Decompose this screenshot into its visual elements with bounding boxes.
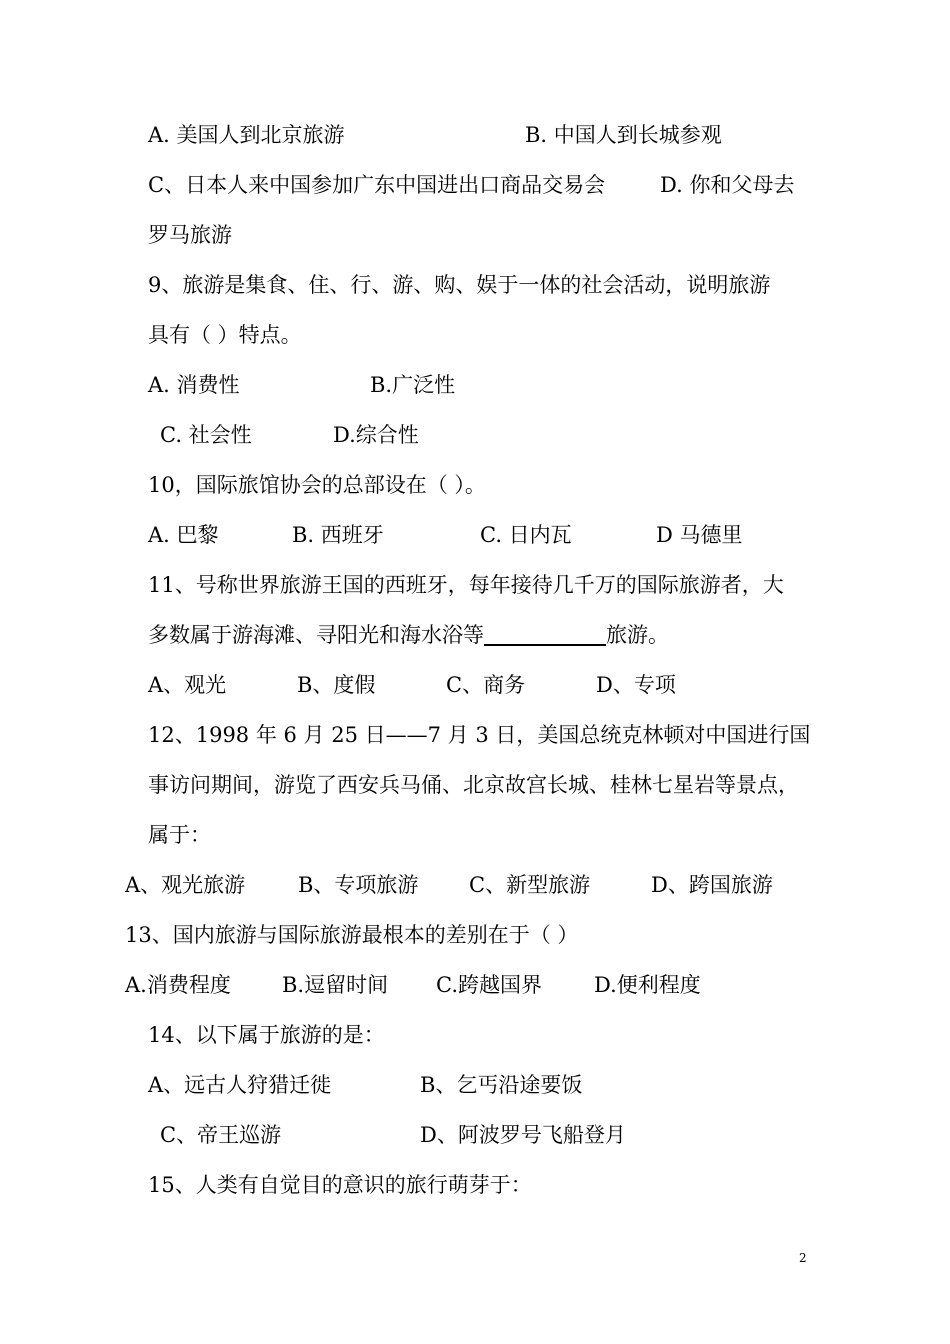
q10-text: 10，国际旅馆协会的总部设在（ ）。: [148, 473, 486, 497]
q10-option-a: A. 巴黎: [148, 523, 219, 547]
q12-option-a: A、观光旅游: [125, 873, 246, 897]
q11-text-cont: [148, 621, 669, 649]
q8-option-d-cont: 罗马旅游: [148, 223, 232, 247]
q11-text-after-blank: 旅游。: [606, 623, 669, 647]
q11-option-d: D、专项: [596, 673, 676, 697]
q9-option-a: A. 消费性: [148, 373, 240, 397]
q14-option-c: C、帝王巡游: [160, 1123, 282, 1147]
q12-text-cont: 事访问期间，游览了西安兵马俑、北京故宫长城、桂林七星岩等景点，: [148, 773, 799, 797]
q15-text: 15、人类有自觉目的意识的旅行萌芽于：: [148, 1173, 532, 1197]
q12-text-end: 属于：: [148, 823, 211, 847]
q11-option-a: A、观光: [148, 673, 227, 697]
q14-text: 14、以下属于旅游的是：: [148, 1023, 385, 1047]
q11-text: 11、号称世界旅游王国的西班牙，每年接待几千万的国际旅游者，大: [148, 573, 784, 597]
q13-option-b: B.逗留时间: [282, 973, 389, 997]
q12-option-c: C、新型旅游: [469, 873, 591, 897]
q8-option-d: D. 你和父母去: [660, 173, 795, 197]
q9-text-cont: 具有（ ）特点。: [148, 323, 302, 347]
q12-text: 12、1998 年 6 月 25 日——7 月 3 日，美国总统克林顿对中国进行国: [148, 723, 811, 747]
q8-option-b: B. 中国人到长城参观: [525, 123, 722, 147]
q12-option-b: B、专项旅游: [298, 873, 419, 897]
q13-option-a: A.消费程度: [125, 973, 231, 997]
q11-option-b: B、度假: [297, 673, 376, 697]
q10-option-b: B. 西班牙: [292, 523, 384, 547]
q14-option-d: D、阿波罗号飞船登月: [420, 1123, 626, 1147]
q14-option-a: A、远古人狩猎迁徙: [148, 1073, 332, 1097]
q13-option-d: D.便利程度: [594, 973, 701, 997]
q9-text: 9、旅游是集食、住、行、游、购、娱于一体的社会活动，说明旅游: [148, 273, 771, 297]
q11-option-c: C、商务: [446, 673, 526, 697]
page-number: 2: [799, 1251, 807, 1265]
q10-option-d: D 马德里: [656, 523, 743, 547]
q9-option-c: C. 社会性: [160, 423, 252, 447]
q13-text: 13、国内旅游与国际旅游最根本的差别在于（ ）: [125, 923, 579, 947]
answer-blank: [484, 622, 606, 646]
q13-option-c: C.跨越国界: [436, 973, 542, 997]
q8-option-a: A. 美国人到北京旅游: [148, 123, 345, 147]
q11-text-before-blank: 多数属于游海滩、寻阳光和海水浴等: [148, 623, 484, 647]
q12-option-d: D、跨国旅游: [651, 873, 773, 897]
q10-option-c: C. 日内瓦: [480, 523, 572, 547]
q9-option-d: D.综合性: [333, 423, 419, 447]
q14-option-b: B、乞丐沿途要饭: [420, 1073, 583, 1097]
q9-option-b: B.广泛性: [370, 373, 456, 397]
q8-option-c: C、日本人来中国参加广东中国进出口商品交易会: [148, 173, 606, 197]
